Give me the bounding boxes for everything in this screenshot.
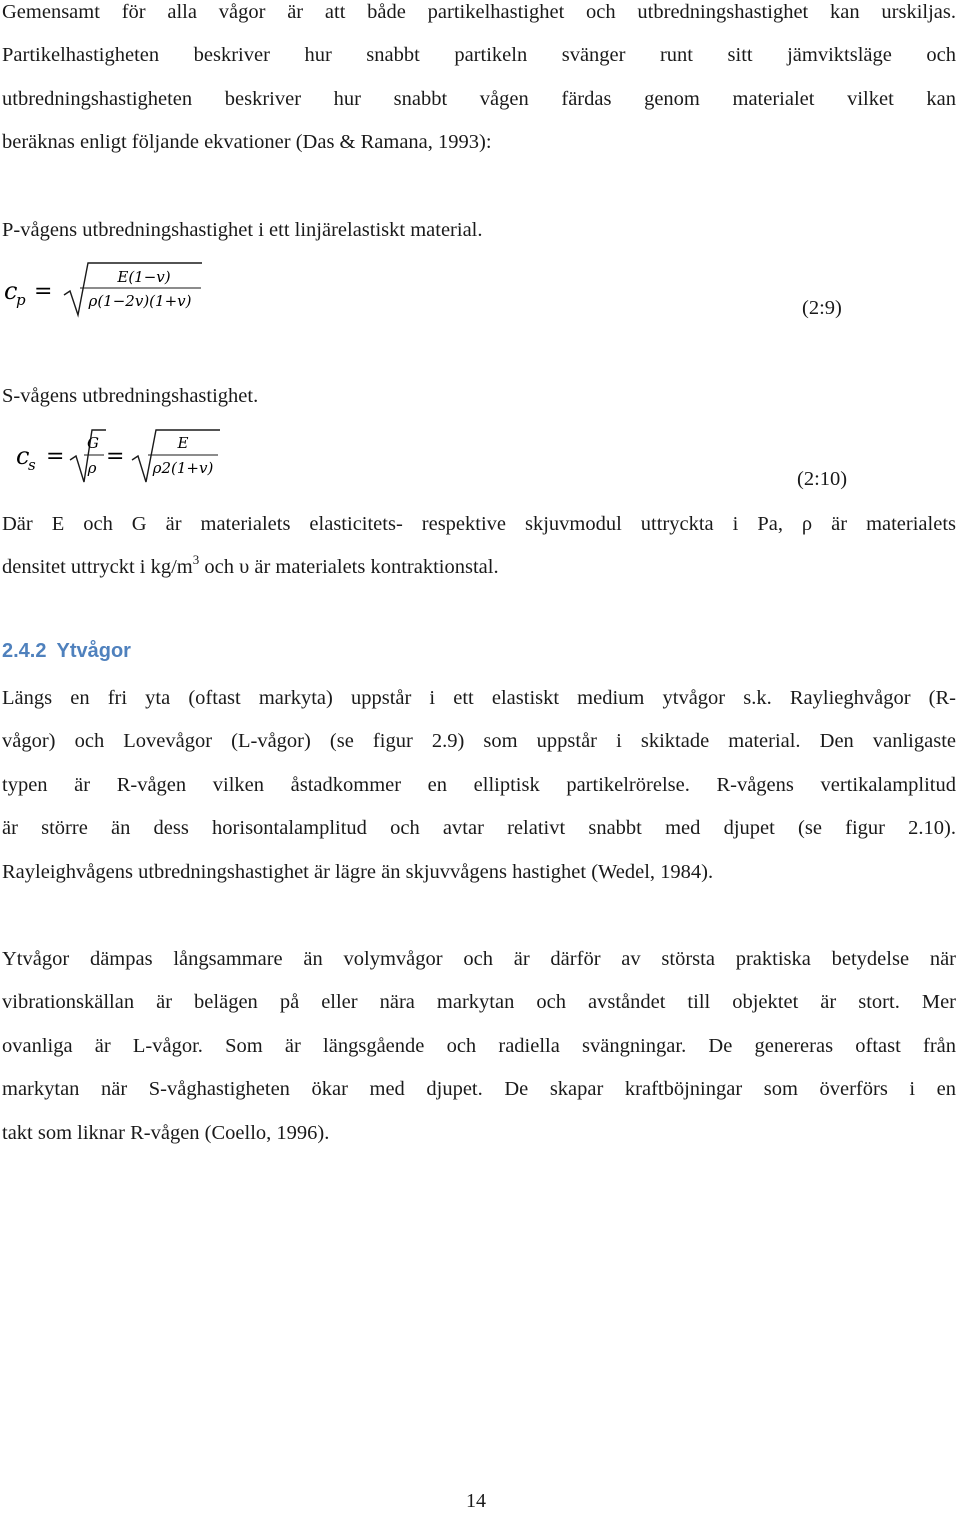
text-line: Partikelhastigheten beskriver hur snabbt partikeln svänger runt sitt jämviktsläge och	[2, 44, 956, 67]
p-wave-equation	[0, 255, 260, 325]
definitions-paragraph	[2, 503, 956, 591]
s-wave-caption: S-vågens utbredningshastighet.	[2, 385, 259, 407]
eq-lhs: c	[16, 442, 30, 470]
equation-number: (2:10)	[797, 468, 848, 490]
eq-lhs: c	[4, 277, 18, 305]
text-line: Rayleighvågens utbredningshastighet är lägre än skjuvvågens hastighet (Wedel, 1984).	[2, 860, 714, 883]
text-line: Gemensamt för alla vågor är att både partikelhastighet och utbredningshastighet kan urskiljas.	[2, 1, 956, 23]
text-line: är större än dess horisontalamplitud och avtar relativt snabbt med djupet (se figur 2.10).	[2, 817, 956, 840]
text-line: utbredningshastigheten beskriver hur snabbt vågen färdas genom materialet vilket kan	[2, 87, 956, 110]
section-title: Ytvågor	[56, 640, 131, 662]
eq-frac1-numerator: G	[87, 434, 99, 452]
eq-equals: =	[34, 279, 53, 304]
text-line: Längs en fri yta (oftast markyta) uppstår i ett elastiskt medium ytvågor s.k. Raylieghvågor (R-	[2, 687, 956, 709]
eq-equals: =	[106, 444, 125, 469]
section-number: 2.4.2	[2, 640, 47, 662]
text-line: typen är R-vågen vilken åstadkommer en elliptisk partikelrörelse. R-vågens vertikalamplitud	[2, 773, 956, 796]
intro-paragraph	[2, 0, 956, 165]
section-heading	[2, 640, 131, 663]
eq-frac2-numerator: E	[177, 434, 189, 452]
eq-lhs-subscript: s	[28, 456, 36, 474]
page-number: 14	[466, 1490, 486, 1512]
p-wave-caption: P-vågens utbredningshastighet i ett linjärelastiskt material.	[2, 219, 483, 241]
text-line: densitet uttryckt i $kg/m^3$ och υ är materialets kontraktionstal.	[2, 552, 499, 579]
eq-equals: =	[46, 444, 65, 469]
text-line: vågor) och Lovevågor (L-vågor) (se figur 2.9) som uppstår i skiktade material. Den vanligaste	[2, 730, 956, 753]
superscript: 3	[192, 552, 200, 568]
eq-frac2-denominator: ρ2(1+v)	[152, 459, 214, 477]
eq-numerator: E(1−v)	[117, 268, 171, 286]
surface-waves-paragraph	[2, 677, 956, 894]
text-line: markytan när S-våghastigheten ökar med djupet. De skapar kraftböjningar som överförs i en	[2, 1078, 956, 1101]
eq-denominator: ρ(1−2v)(1+v)	[88, 292, 192, 310]
text-line: vibrationskällan är belägen på eller nära markytan och avståndet till objektet är stort. Mer	[2, 991, 956, 1014]
text-line: takt som liknar R-vågen (Coello, 1996).	[2, 1121, 330, 1144]
text-line: beräknas enligt följande ekvationer (Das & Ramana, 1993):	[2, 131, 492, 154]
text-line: Där E och G är materialets elasticitets- respektive skjuvmodul uttryckta i Pa, ρ är materialets	[2, 513, 956, 535]
text-line: Ytvågor dämpas långsammare än volymvågor och är därför av största praktiska betydelse när	[2, 948, 956, 970]
eq-lhs-subscript: p	[16, 291, 26, 309]
eq-frac1-denominator: ρ	[87, 459, 97, 477]
text-line: ovanliga är L-vågor. Som är längsgående och radiella svängningar. De genereras oftast från	[2, 1034, 956, 1057]
damping-paragraph	[2, 938, 956, 1155]
equation-number: (2:9)	[802, 297, 842, 319]
s-wave-equation	[0, 420, 240, 490]
